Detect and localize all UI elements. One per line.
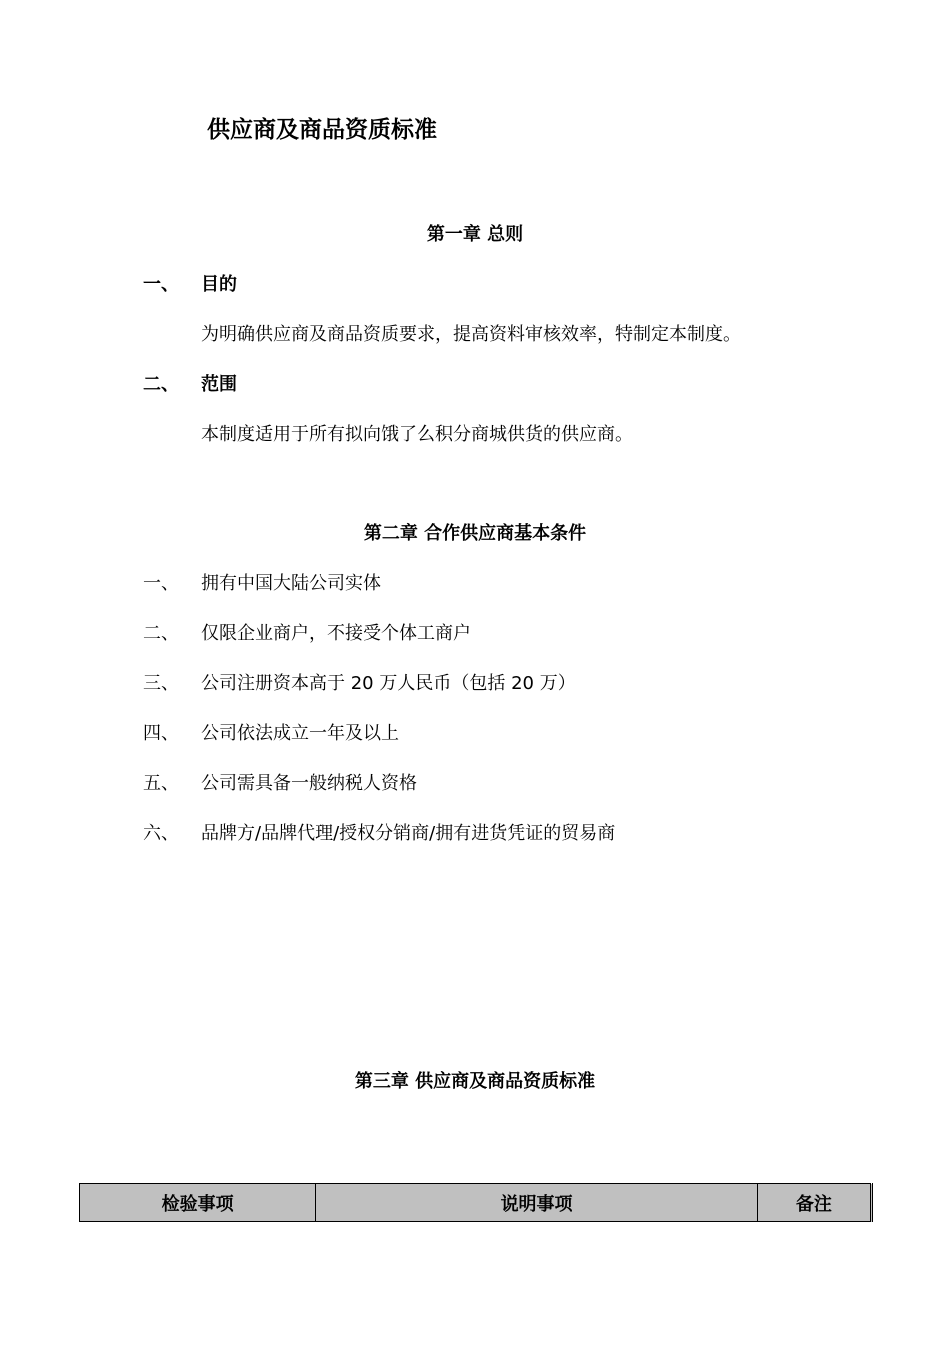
column-header-remarks: 备注 bbox=[757, 1184, 871, 1222]
section-text-purpose: 为明确供应商及商品资质要求，提高资料审核效率，特制定本制度。 bbox=[201, 324, 741, 345]
list-item-number: 五、 bbox=[143, 773, 179, 794]
list-item-text: 公司注册资本高于 20 万人民币（包括 20 万） bbox=[201, 673, 576, 694]
chapter-3-title: 第三章 供应商及商品资质标准 bbox=[354, 1071, 596, 1092]
section-heading-purpose: 目的 bbox=[201, 274, 237, 295]
document-title: 供应商及商品资质标准 bbox=[207, 117, 437, 143]
table-header-row bbox=[80, 1184, 872, 1222]
list-item-text: 拥有中国大陆公司实体 bbox=[201, 573, 381, 594]
section-text-scope: 本制度适用于所有拟向饿了么积分商城供货的供应商。 bbox=[201, 424, 633, 445]
qualification-standards-table bbox=[79, 1183, 873, 1222]
list-item-number: 六、 bbox=[143, 823, 179, 844]
list-item-number: 四、 bbox=[143, 723, 179, 744]
list-item-number: 二、 bbox=[143, 623, 179, 644]
list-item-text: 品牌方/品牌代理/授权分销商/拥有进货凭证的贸易商 bbox=[201, 823, 616, 844]
list-item-number: 一、 bbox=[143, 573, 179, 594]
chapter-2-title: 第二章 合作供应商基本条件 bbox=[363, 523, 587, 544]
list-item-text: 仅限企业商户，不接受个体工商户 bbox=[201, 623, 471, 644]
column-header-description: 说明事项 bbox=[316, 1184, 758, 1222]
column-header-inspection-item: 检验事项 bbox=[80, 1184, 316, 1222]
list-item-text: 公司需具备一般纳税人资格 bbox=[201, 773, 417, 794]
chapter-1-title: 第一章 总则 bbox=[426, 224, 524, 245]
section-number: 二、 bbox=[143, 374, 179, 395]
list-item-text: 公司依法成立一年及以上 bbox=[201, 723, 399, 744]
section-number: 一、 bbox=[143, 274, 179, 295]
list-item-number: 三、 bbox=[143, 673, 179, 694]
section-heading-scope: 范围 bbox=[201, 374, 237, 395]
